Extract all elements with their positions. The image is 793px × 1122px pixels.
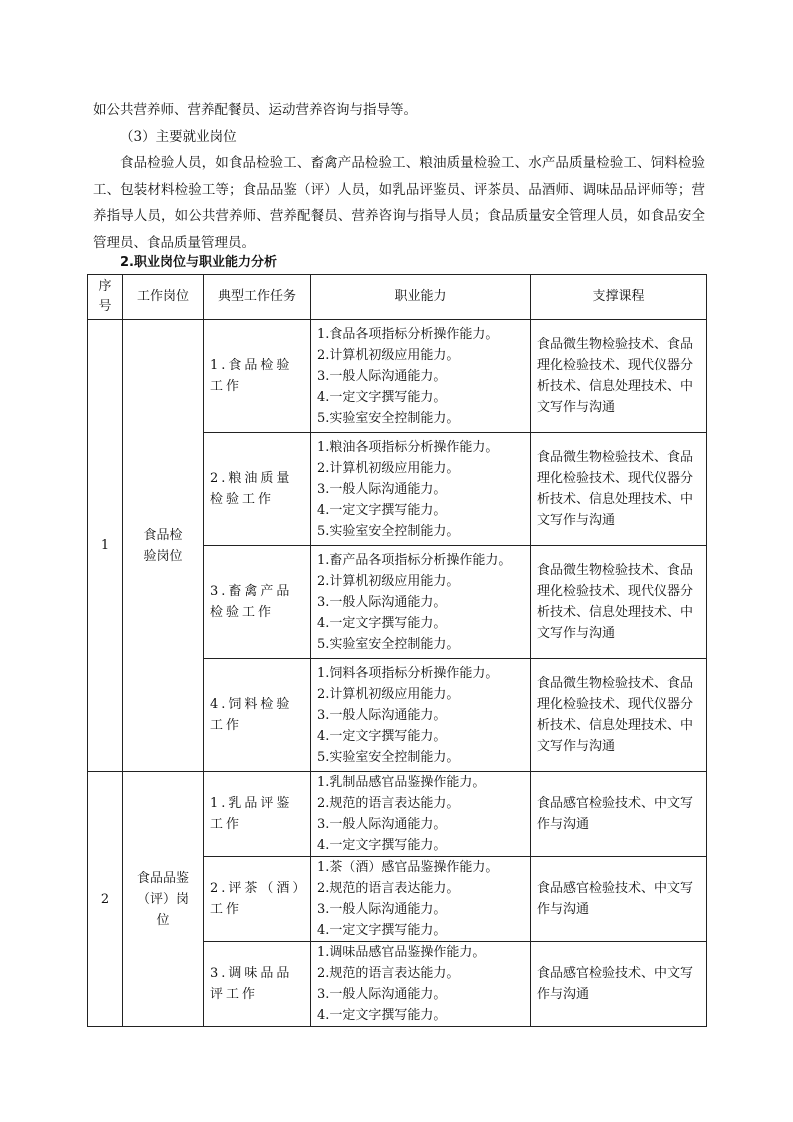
ability-item: 5.实验室安全控制能力。 [317, 636, 460, 652]
group-position: 食品检验岗位 [123, 320, 204, 772]
ability-item: 1.粮油各项指标分析操作能力。 [317, 439, 499, 455]
ability-cell [311, 942, 531, 1027]
section-heading: 2.职业岗位与职业能力分析 [120, 255, 277, 270]
course-cell: 食品微生物检验技术、食品理化检验技术、现代仪器分析技术、信息处理技术、中文写作与沟通 [531, 659, 707, 772]
task-cell: 4.饲料检验工作 [204, 659, 311, 772]
course-cell: 食品感官检验技术、中文写作与沟通 [531, 942, 707, 1027]
ability-item: 3.一般人际沟通能力。 [317, 594, 447, 610]
ability-cell [311, 659, 531, 772]
ability-item: 3.一般人际沟通能力。 [317, 368, 447, 384]
header-ability: 职业能力 [311, 275, 531, 320]
course-cell: 食品感官检验技术、中文写作与沟通 [531, 857, 707, 942]
ability-item: 1.调味品感官品鉴操作能力。 [317, 945, 486, 960]
ability-item: 2.计算机初级应用能力。 [317, 686, 460, 702]
paragraph-main-positions: 食品检验人员，如食品检验工、畜禽产品检验工、粮油质量检验工、水产品质量检验工、饲料检验工、包装材料检验工等；食品品鉴（评）人员，如乳品评鉴员、评茶员、品酒师、调味品品评师等；营养指导人员，如公共营养师、营养配餐员、营养咨询与指导人员；食品质量安全管理人员，如食品安全管理员、食品质量管理员。 [93, 155, 705, 251]
course-cell: 食品微生物检验技术、食品理化检验技术、现代仪器分析技术、信息处理技术、中文写作与沟通 [531, 320, 707, 433]
group-position: 食品品鉴（评）岗位 [123, 772, 204, 1027]
ability-item: 2.计算机初级应用能力。 [317, 347, 460, 363]
group-number: 1 [88, 320, 123, 772]
ability-item: 2.规范的语言表达能力。 [317, 881, 460, 896]
header-position: 工作岗位 [123, 275, 204, 320]
ability-cell [311, 772, 531, 857]
ability-item: 4.一定文字撰写能力。 [317, 838, 447, 853]
ability-item: 5.实验室安全控制能力。 [317, 749, 460, 765]
ability-item: 4.一定文字撰写能力。 [317, 728, 447, 744]
ability-item: 2.规范的语言表达能力。 [317, 966, 460, 981]
ability-item: 3.一般人际沟通能力。 [317, 987, 447, 1002]
ability-item: 1.饲料各项指标分析操作能力。 [317, 665, 499, 681]
task-cell: 1.食品检验工作 [204, 320, 311, 433]
table-row [88, 772, 707, 857]
table-header-row [88, 275, 707, 320]
ability-cell [311, 433, 531, 546]
ability-item: 4.一定文字撰写能力。 [317, 502, 447, 518]
ability-item: 3.一般人际沟通能力。 [317, 817, 447, 832]
task-cell: 3.调味品品评工作 [204, 942, 311, 1027]
task-cell: 3.畜禽产品检验工作 [204, 546, 311, 659]
task-cell: 2.粮油质量检验工作 [204, 433, 311, 546]
table-row [88, 320, 707, 433]
ability-item: 4.一定文字撰写能力。 [317, 1008, 447, 1023]
header-num: 序号 [88, 275, 123, 320]
ability-item: 1.食品各项指标分析操作能力。 [317, 326, 499, 342]
ability-item: 4.一定文字撰写能力。 [317, 923, 447, 938]
ability-item: 4.一定文字撰写能力。 [317, 615, 447, 631]
ability-item: 3.一般人际沟通能力。 [317, 902, 447, 917]
ability-item: 2.规范的语言表达能力。 [317, 796, 460, 811]
ability-item: 3.一般人际沟通能力。 [317, 481, 447, 497]
ability-item: 1.茶（酒）感官品鉴操作能力。 [317, 860, 499, 875]
group-number: 2 [88, 772, 123, 1027]
course-cell: 食品微生物检验技术、食品理化检验技术、现代仪器分析技术、信息处理技术、中文写作与沟通 [531, 546, 707, 659]
header-task: 典型工作任务 [204, 275, 311, 320]
paragraph-nutrition-roles: 如公共营养师、营养配餐员、运动营养咨询与指导等。 [93, 102, 417, 118]
ability-analysis-table [87, 274, 707, 1027]
subsection-title-main-positions: （3）主要就业岗位 [120, 129, 237, 145]
task-cell: 2.评茶（酒）工作 [204, 857, 311, 942]
ability-item: 1.乳制品感官品鉴操作能力。 [317, 775, 486, 790]
ability-item: 1.畜产品各项指标分析操作能力。 [317, 552, 512, 568]
header-course: 支撑课程 [531, 275, 707, 320]
ability-item: 5.实验室安全控制能力。 [317, 410, 460, 426]
ability-item: 3.一般人际沟通能力。 [317, 707, 447, 723]
ability-item: 4.一定文字撰写能力。 [317, 389, 447, 405]
ability-item: 2.计算机初级应用能力。 [317, 573, 460, 589]
ability-cell [311, 546, 531, 659]
task-cell: 1.乳品评鉴工作 [204, 772, 311, 857]
ability-cell [311, 857, 531, 942]
course-cell: 食品感官检验技术、中文写作与沟通 [531, 772, 707, 857]
ability-item: 2.计算机初级应用能力。 [317, 460, 460, 476]
course-cell: 食品微生物检验技术、食品理化检验技术、现代仪器分析技术、信息处理技术、中文写作与沟通 [531, 433, 707, 546]
ability-cell [311, 320, 531, 433]
ability-item: 5.实验室安全控制能力。 [317, 523, 460, 539]
